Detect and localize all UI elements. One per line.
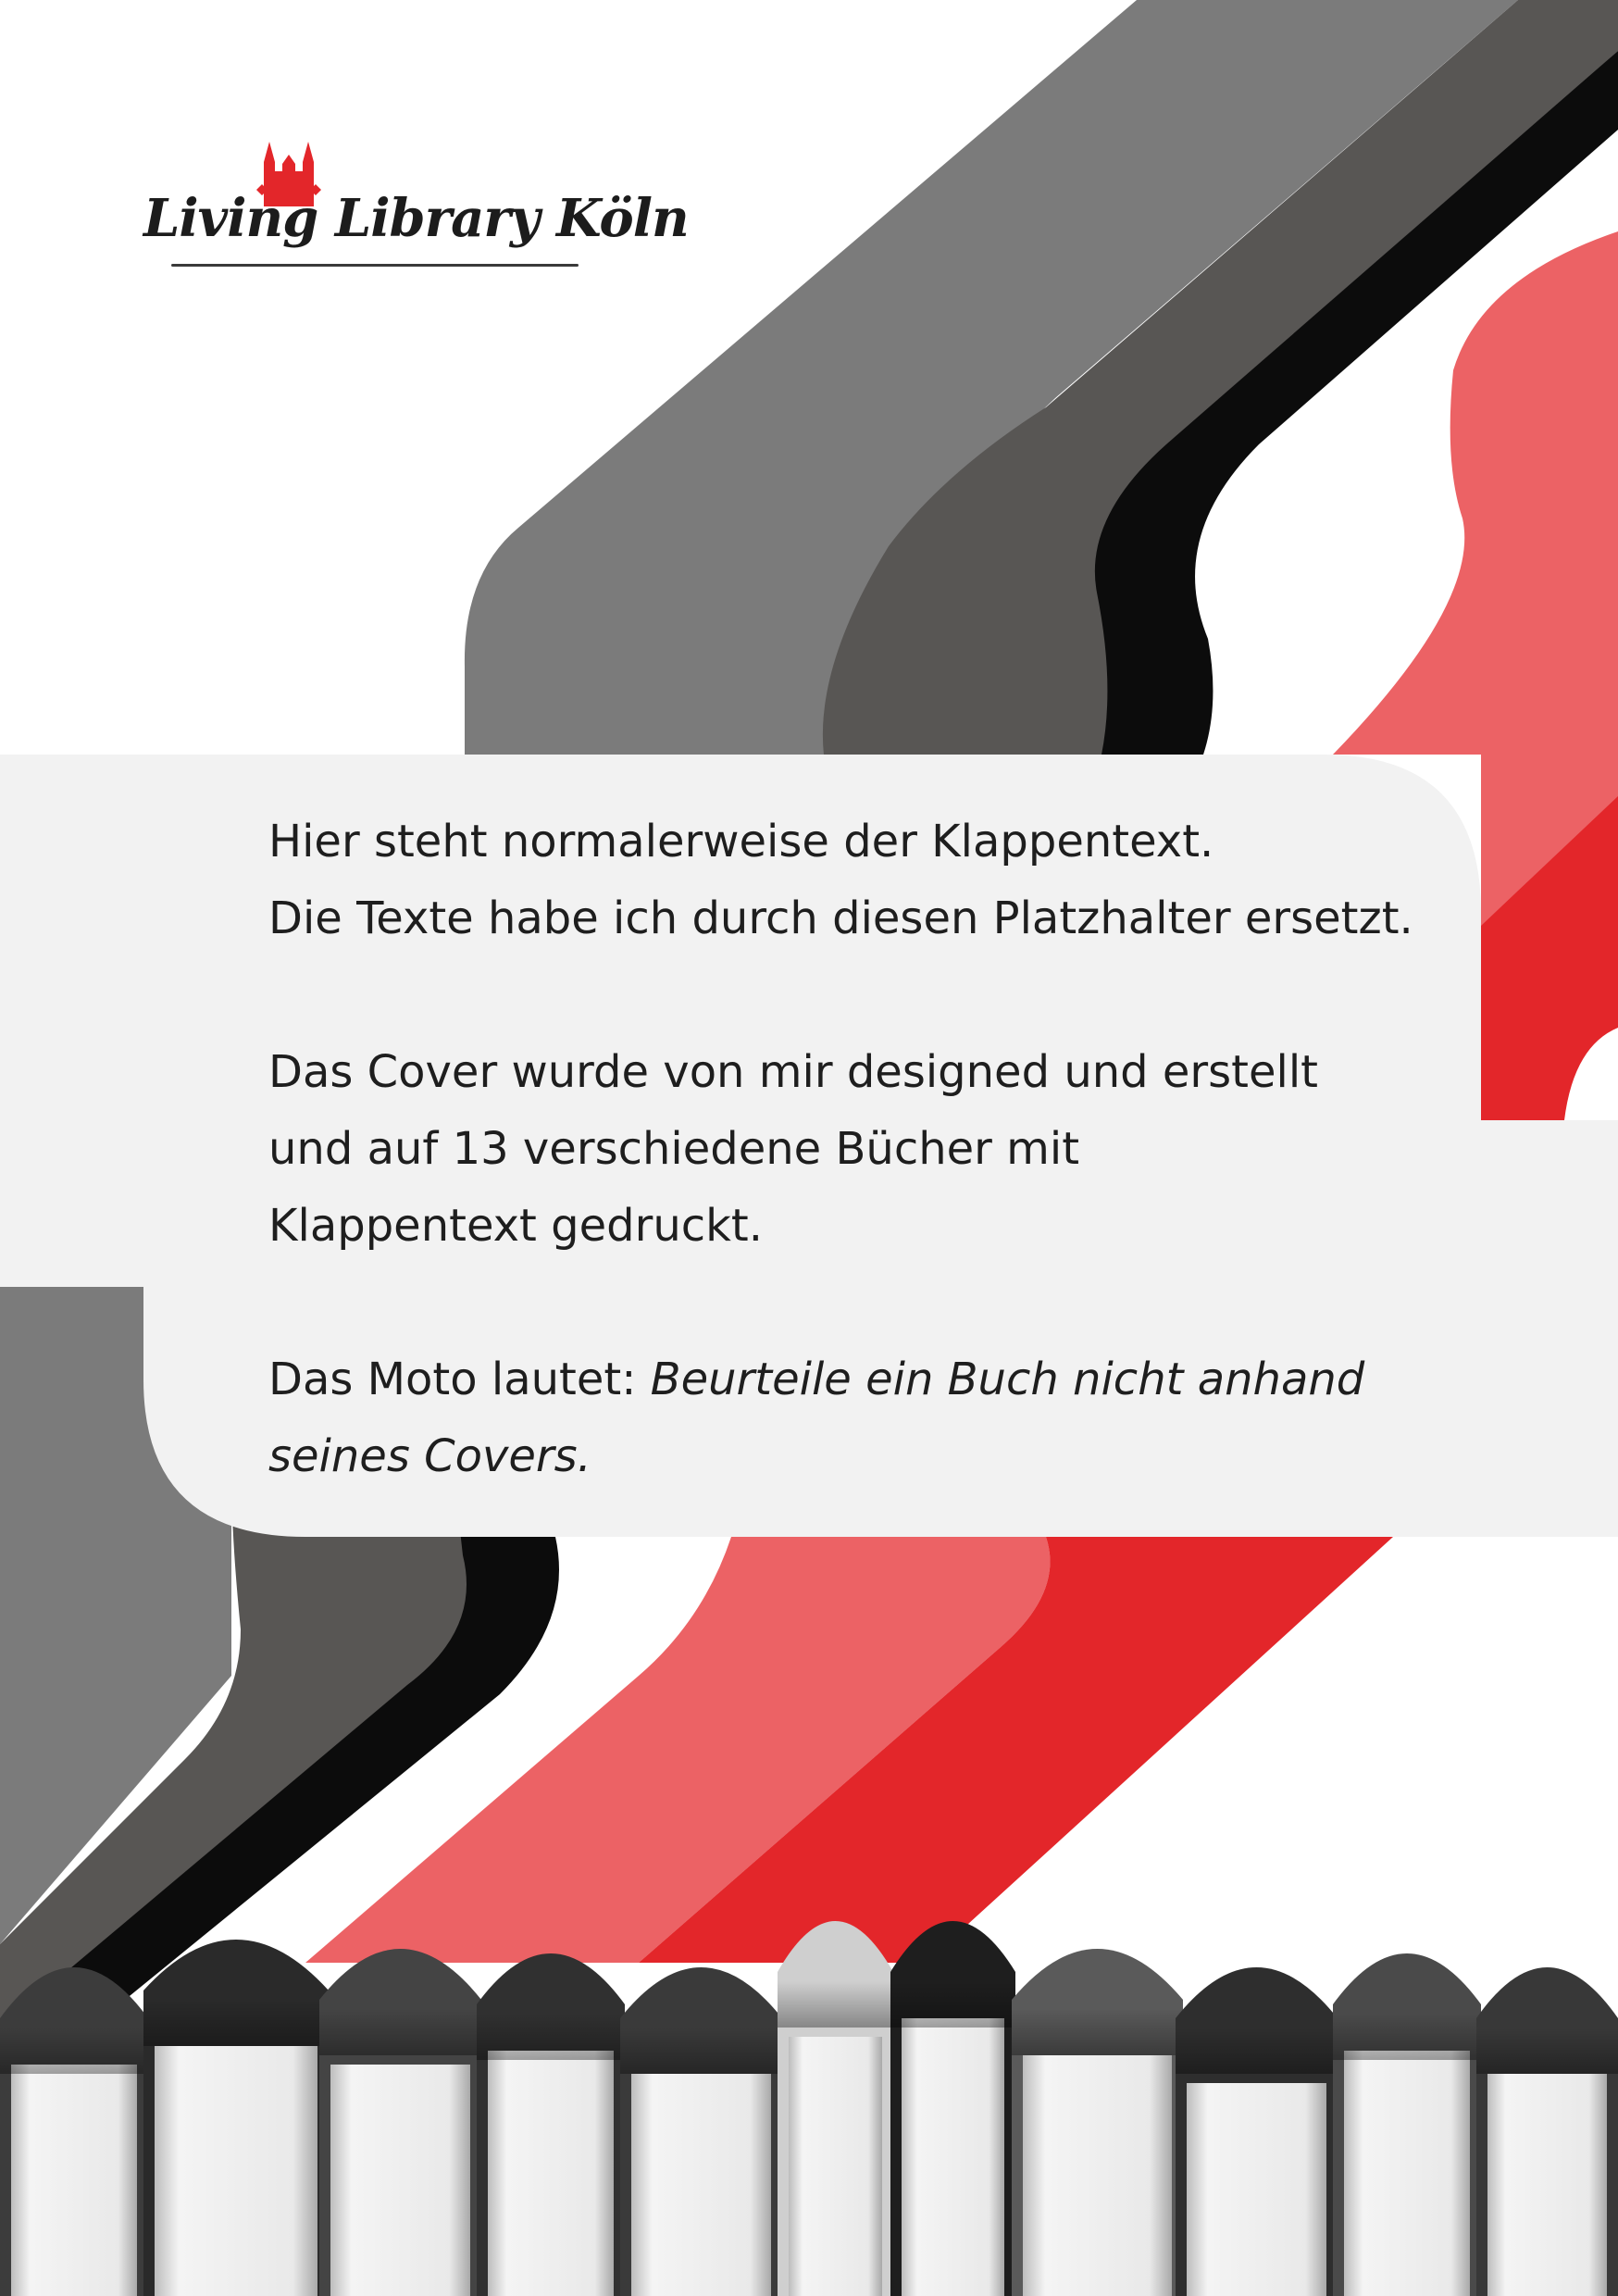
book-pages xyxy=(1344,2051,1470,2296)
book-pages xyxy=(155,2046,317,2296)
book-pages xyxy=(631,2074,771,2296)
motto-line xyxy=(268,1341,1472,1418)
book-pages xyxy=(1023,2055,1172,2296)
blurb-line: Die Texte habe ich durch diesen Platzhalter ersetzt. xyxy=(268,892,1413,944)
book-pages xyxy=(330,2065,470,2296)
book-cover-edge xyxy=(0,2028,148,2074)
logo-wordmark: Living Library Köln xyxy=(143,188,689,249)
blurb-line: Hier steht normalerweise der Klappentext. xyxy=(268,816,1214,867)
motto-quote: Beurteile ein Buch nicht anhand xyxy=(650,1354,1365,1405)
motto-quote: seines Covers. xyxy=(268,1430,591,1482)
book-cover-edge xyxy=(1476,2028,1618,2074)
book-cover-edge xyxy=(143,2000,329,2046)
blurb-line: Klappentext gedruckt. xyxy=(268,1200,763,1252)
book-cover-edge xyxy=(778,1981,893,2028)
book-cover-edge xyxy=(477,2014,625,2060)
logo xyxy=(143,134,689,273)
book-pages xyxy=(902,2018,1004,2296)
motto-label: Das Moto lautet: xyxy=(268,1354,651,1405)
logo-underline xyxy=(171,264,579,267)
book-pages xyxy=(1487,2074,1607,2296)
book-pages xyxy=(789,2037,882,2296)
book-pages xyxy=(11,2065,137,2296)
book-cover-edge xyxy=(319,2009,481,2055)
blurb-line: und auf 13 verschiedene Bücher mit xyxy=(268,1123,1080,1175)
book-cover-edge xyxy=(1333,2014,1481,2060)
paragraph-gap xyxy=(268,957,1472,1034)
motto-line xyxy=(268,1418,1472,1495)
blurb-line: Das Cover wurde von mir designed und erstellt xyxy=(268,1046,1318,1098)
book-pages xyxy=(1187,2083,1326,2296)
book-cover-edge xyxy=(890,1981,1015,2028)
book-cover-edge xyxy=(620,2028,782,2074)
paragraph-gap xyxy=(268,1265,1472,1341)
book-pages xyxy=(488,2051,614,2296)
book-row xyxy=(0,1921,1618,2296)
book-cover-edge xyxy=(1176,2028,1338,2074)
blurb-text xyxy=(268,804,1472,1495)
book-cover-edge xyxy=(1012,2009,1183,2055)
